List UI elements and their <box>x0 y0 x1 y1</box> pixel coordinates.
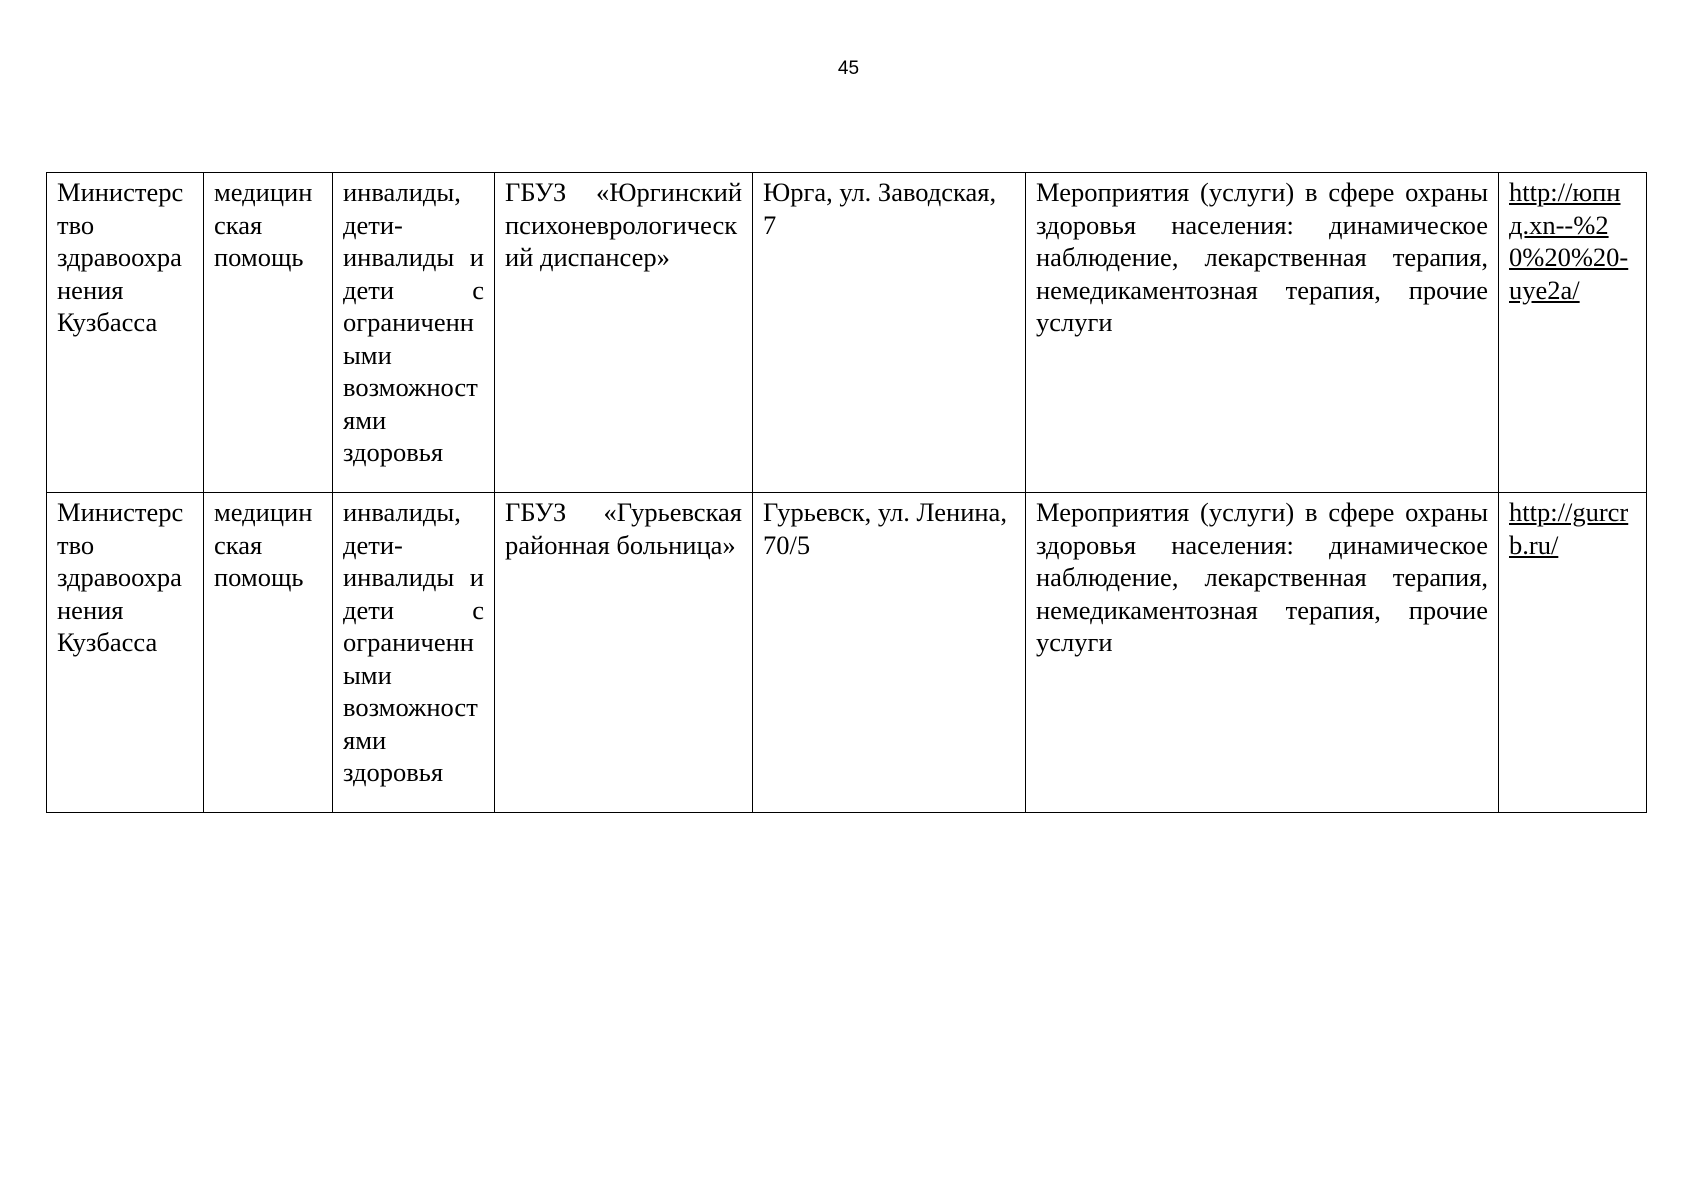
target-group-cell <box>333 493 495 813</box>
table-row <box>47 173 1647 493</box>
care-type-text: медицинская помощь <box>214 497 313 592</box>
services-cell <box>1026 493 1499 813</box>
page-number: 45 <box>837 58 860 79</box>
target-group-text: инвалиды, дети-инвалиды и дети с ограниченными возможностями здоровья <box>343 497 484 787</box>
services-cell <box>1026 173 1499 493</box>
target-group-cell <box>333 173 495 493</box>
organization-text: ГБУЗ «Юргинский психоневрологический диспансер» <box>505 177 742 272</box>
address-text: Гурьевск, ул. Ленина, 70/5 <box>763 497 1007 560</box>
table-row <box>47 493 1647 813</box>
link-cell <box>1499 173 1647 493</box>
care-type-cell <box>204 173 333 493</box>
care-type-text: медицинская помощь <box>214 177 313 272</box>
care-type-cell <box>204 493 333 813</box>
organization-text: ГБУЗ «Гурьевская районная больница» <box>505 497 742 560</box>
services-text: Мероприятия (услуги) в сфере охраны здоровья населения: динамическое наблюдение, лекарственная терапия, немедикаментозная терапия, прочие услуги <box>1036 177 1488 337</box>
ministry-cell <box>47 173 204 493</box>
link-cell <box>1499 493 1647 813</box>
target-group-text: инвалиды, дети-инвалиды и дети с ограниченными возможностями здоровья <box>343 177 484 467</box>
address-cell <box>753 173 1026 493</box>
ministry-text: Министерство здравоохранения Кузбасса <box>57 177 184 337</box>
address-text: Юрга, ул. Заводская, 7 <box>763 177 997 240</box>
ministry-text: Министерство здравоохранения Кузбасса <box>57 497 184 657</box>
address-cell <box>753 493 1026 813</box>
website-link[interactable]: http://юпнд.xn--%20%20%20-uye2a/ <box>1509 177 1629 305</box>
services-text: Мероприятия (услуги) в сфере охраны здоровья населения: динамическое наблюдение, лекарственная терапия, немедикаментозная терапия, прочие услуги <box>1036 497 1488 657</box>
ministry-cell <box>47 493 204 813</box>
website-link[interactable]: http://gurcrb.ru/ <box>1509 497 1629 560</box>
services-table <box>46 172 1647 813</box>
organization-cell <box>495 173 753 493</box>
organization-cell <box>495 493 753 813</box>
